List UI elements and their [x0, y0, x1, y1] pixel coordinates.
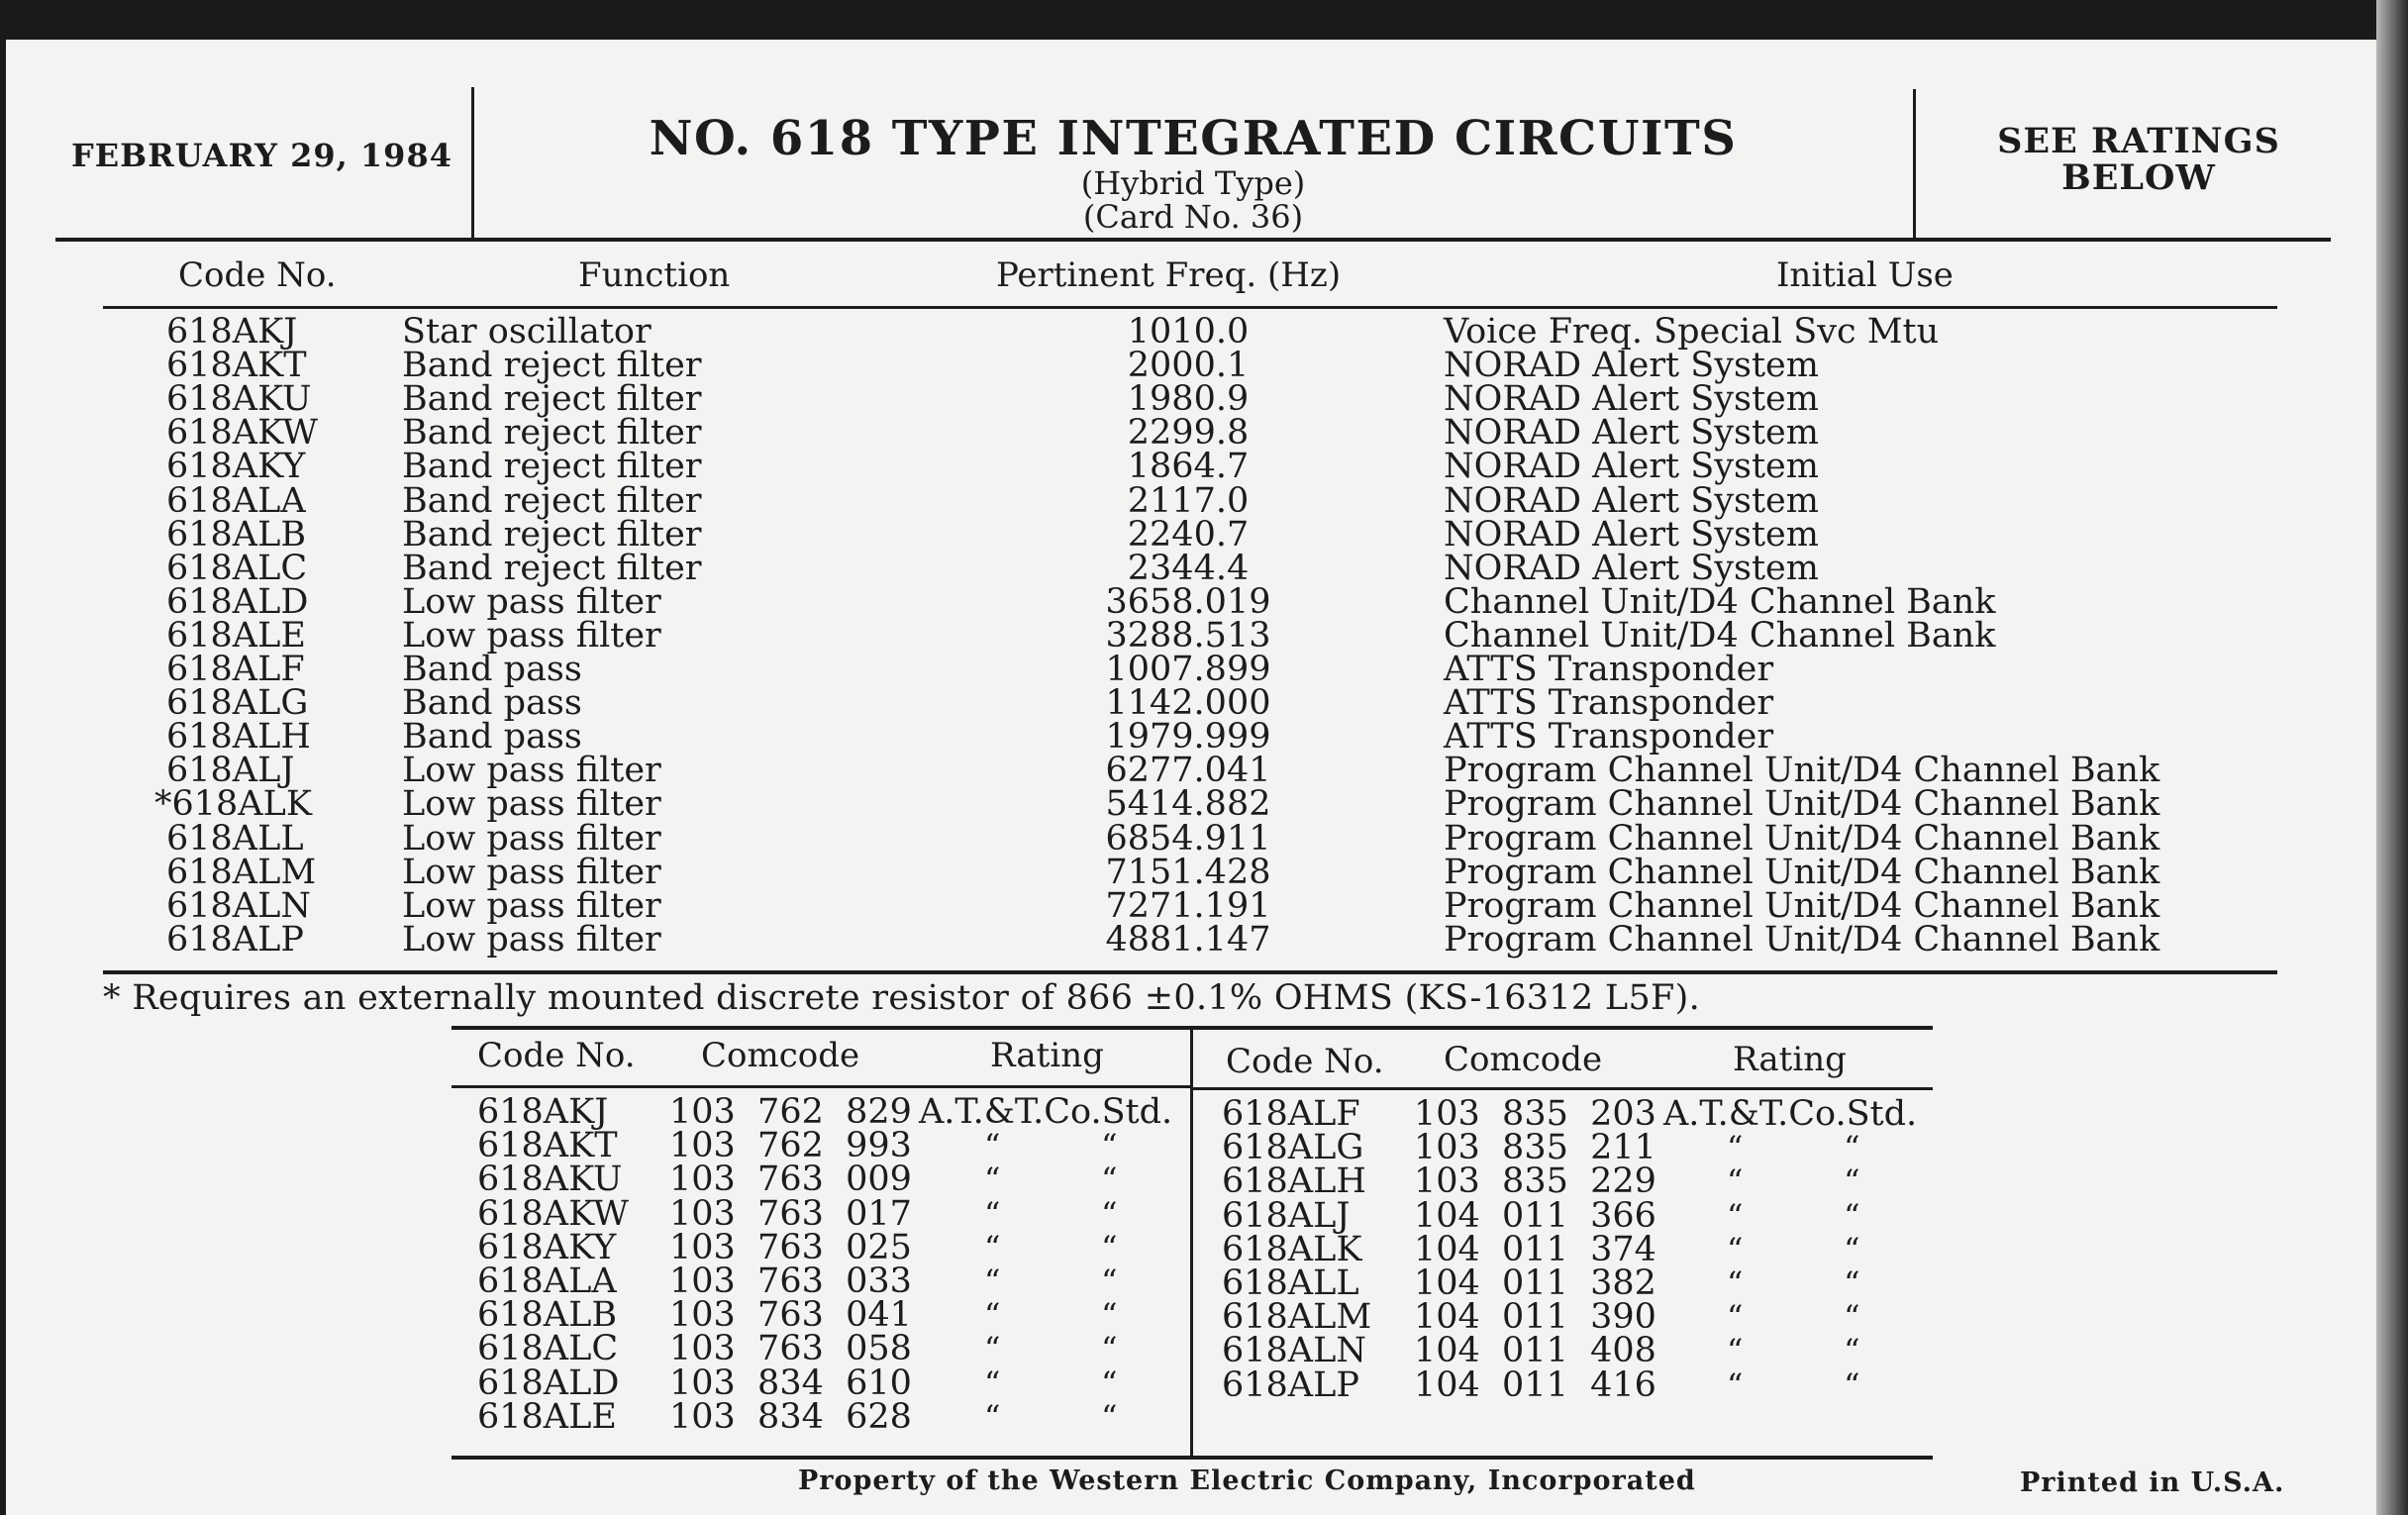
property-notice: Property of the Western Electric Company, Incorporated: [798, 1465, 1696, 1496]
ratings-center-divider: [1190, 1026, 1193, 1460]
rating-comcode: 103 835 211: [1414, 1128, 1656, 1168]
cell-function: Low pass filter: [402, 784, 661, 825]
rating-comcode: 103 762 993: [669, 1126, 912, 1166]
table-bottom-rule: [103, 970, 2277, 974]
rating-comcode: 103 763 041: [669, 1295, 912, 1336]
cell-use: NORAD Alert System: [1444, 379, 1819, 420]
ratings-right-header-code: Code No.: [1226, 1042, 1384, 1081]
cell-use: NORAD Alert System: [1444, 413, 1819, 454]
rating-code: 618AKY: [477, 1227, 617, 1267]
rating-code: 618ALG: [1222, 1128, 1364, 1168]
rating-comcode: 103 834 610: [669, 1363, 912, 1403]
cell-freq: 1142.000: [1105, 683, 1271, 724]
cell-function: Low pass filter: [402, 885, 661, 926]
rating-ditto: “ “: [984, 1262, 1118, 1300]
footnote: * Requires an externally mounted discrete resistor of 866 ±0.1% OHMS (KS-16312 L5F).: [103, 978, 1700, 1018]
rating-ditto: “ “: [984, 1228, 1118, 1266]
rating-comcode: 103 762 829: [669, 1092, 912, 1132]
cell-freq: 6854.911: [1105, 818, 1271, 858]
rating-ditto: “ “: [1727, 1230, 1860, 1268]
header-rule: [55, 238, 2331, 242]
header-divider-right: [1913, 89, 1916, 238]
rating-ditto: “ “: [984, 1194, 1118, 1233]
see-ratings-note: [1921, 123, 2357, 196]
col-header-function: Function: [578, 255, 731, 295]
cell-use: Program Channel Unit/D4 Channel Bank: [1444, 751, 2160, 791]
rating-comcode: 104 011 416: [1414, 1364, 1656, 1405]
cell-use: Channel Unit/D4 Channel Bank: [1444, 581, 1996, 622]
cell-code: 618ALA: [166, 480, 306, 521]
rating-comcode: 104 011 408: [1414, 1331, 1656, 1371]
rating-code: 618AKW: [477, 1193, 629, 1234]
rating-comcode: 103 763 058: [669, 1329, 912, 1369]
rating-ditto: “ “: [1727, 1196, 1860, 1235]
cell-function: Band pass: [402, 683, 582, 724]
scan-edge: [2376, 0, 2408, 1515]
rating-code: 618AKT: [477, 1126, 618, 1166]
cell-use: ATTS Transponder: [1444, 717, 1774, 758]
cell-freq: 2240.7: [1127, 514, 1250, 555]
ratings-right-header-comcode: Comcode: [1444, 1040, 1603, 1079]
ratings-left-header-comcode: Comcode: [701, 1036, 860, 1075]
col-header-code: Code No.: [178, 255, 337, 295]
table-header-rule: [103, 306, 2277, 309]
rating-code: 618ALK: [1222, 1229, 1362, 1269]
rating-ditto: “ “: [984, 1296, 1118, 1335]
cell-freq: 3658.019: [1105, 581, 1271, 622]
cell-function: Band reject filter: [402, 379, 702, 420]
cell-code: 618ALB: [166, 514, 307, 555]
rating-comcode: 103 763 033: [669, 1262, 912, 1301]
cell-use: Channel Unit/D4 Channel Bank: [1444, 615, 1996, 656]
cell-use: Program Channel Unit/D4 Channel Bank: [1444, 852, 2160, 892]
cell-function: Band reject filter: [402, 548, 702, 588]
cell-freq: 7271.191: [1105, 885, 1271, 926]
cell-function: Low pass filter: [402, 581, 661, 622]
rating-comcode: 103 834 628: [669, 1396, 912, 1437]
ratings-left-header-code: Code No.: [477, 1036, 636, 1075]
cell-function: Low pass filter: [402, 919, 661, 960]
rating-ditto: “ “: [984, 1161, 1118, 1199]
rating-code: 618ALA: [477, 1262, 617, 1301]
cell-function: Low pass filter: [402, 852, 661, 892]
col-header-use: Initial Use: [1776, 255, 1954, 295]
rating-ditto: “ “: [1727, 1264, 1860, 1302]
cell-freq: 2000.1: [1127, 346, 1250, 386]
cell-freq: 6277.041: [1105, 751, 1271, 791]
cell-code: 618ALC: [166, 548, 308, 588]
rating-code: 618ALF: [1222, 1094, 1360, 1134]
cell-function: Low pass filter: [402, 751, 661, 791]
cell-code: 618AKU: [166, 379, 312, 420]
rating-comcode: 103 763 025: [669, 1227, 912, 1267]
cell-function: Low pass filter: [402, 615, 661, 656]
cell-function: Band pass: [402, 717, 582, 758]
cell-freq: 2344.4: [1127, 548, 1250, 588]
cell-code: 618ALG: [166, 683, 309, 724]
card-title: NO. 618 TYPE INTEGRATED CIRCUITS: [649, 111, 1738, 166]
cell-code: *618ALK: [154, 784, 312, 825]
rating-comcode: 104 011 374: [1414, 1229, 1656, 1269]
ratings-left-header-rating: Rating: [990, 1036, 1104, 1075]
cell-use: Program Channel Unit/D4 Channel Bank: [1444, 885, 2160, 926]
rating-ditto: “ “: [1727, 1332, 1860, 1370]
cell-code: 618ALE: [166, 615, 306, 656]
cell-function: Band reject filter: [402, 346, 702, 386]
cell-use: Program Channel Unit/D4 Channel Bank: [1444, 919, 2160, 960]
cell-code: 618AKY: [166, 447, 306, 487]
cell-code: 618ALD: [166, 581, 309, 622]
cell-function: Low pass filter: [402, 818, 661, 858]
cell-function: Band pass: [402, 650, 582, 689]
rating-ditto: “ “: [1727, 1298, 1860, 1337]
cell-use: NORAD Alert System: [1444, 447, 1819, 487]
col-header-freq: Pertinent Freq. (Hz): [996, 255, 1342, 295]
cell-use: NORAD Alert System: [1444, 548, 1819, 588]
card-subtitle-number: (Card No. 36): [1082, 198, 1304, 236]
cell-code: 618ALL: [166, 818, 304, 858]
rating-code: 618AKJ: [477, 1092, 609, 1132]
rating-comcode: 104 011 390: [1414, 1297, 1656, 1338]
ratings-right-header-rating: Rating: [1733, 1040, 1847, 1079]
cell-use: Program Channel Unit/D4 Channel Bank: [1444, 818, 2160, 858]
cell-use: Program Channel Unit/D4 Channel Bank: [1444, 784, 2160, 825]
cell-freq: 5414.882: [1105, 784, 1271, 825]
cell-function: Star oscillator: [402, 312, 652, 352]
rating-comcode: 103 763 009: [669, 1160, 912, 1200]
cell-freq: 2117.0: [1127, 480, 1250, 521]
rating-code: 618ALM: [1222, 1297, 1372, 1338]
ratings-bottom-rule: [452, 1456, 1933, 1460]
cell-use: NORAD Alert System: [1444, 346, 1819, 386]
rating-ditto: “ “: [984, 1397, 1118, 1436]
rating-code: 618AKU: [477, 1160, 623, 1200]
cell-code: 618AKT: [166, 346, 307, 386]
cell-code: 618ALJ: [166, 751, 295, 791]
cell-use: Voice Freq. Special Svc Mtu: [1444, 312, 1940, 352]
cell-freq: 1007.899: [1105, 650, 1271, 689]
cell-use: ATTS Transponder: [1444, 650, 1774, 689]
cell-code: 618AKJ: [166, 312, 298, 352]
cell-code: 618ALP: [166, 919, 304, 960]
card-subtitle-type: (Hybrid Type): [1080, 164, 1306, 202]
rating-ditto: “ “: [984, 1330, 1118, 1368]
cell-freq: 1010.0: [1127, 312, 1250, 352]
rating-code: 618ALH: [1222, 1162, 1366, 1202]
rating-value: A.T.&T.Co.Std.: [919, 1092, 1173, 1132]
cell-function: Band reject filter: [402, 413, 702, 454]
rating-code: 618ALP: [1222, 1364, 1359, 1405]
cell-code: 618ALM: [166, 852, 317, 892]
rating-code: 618ALC: [477, 1329, 619, 1369]
rating-ditto: “ “: [984, 1364, 1118, 1402]
cell-freq: 1980.9: [1127, 379, 1250, 420]
cell-use: NORAD Alert System: [1444, 514, 1819, 555]
cell-code: 618AKW: [166, 413, 318, 454]
cell-freq: 7151.428: [1105, 852, 1271, 892]
rating-code: 618ALL: [1222, 1263, 1359, 1303]
see-ratings-line1: SEE RATINGS: [1997, 121, 2280, 161]
cell-function: Band reject filter: [402, 514, 702, 555]
header-divider-left: [471, 87, 474, 238]
rating-comcode: 103 835 229: [1414, 1162, 1656, 1202]
rating-value: A.T.&T.Co.Std.: [1663, 1094, 1918, 1134]
printed-notice: Printed in U.S.A.: [2020, 1467, 2285, 1498]
cell-code: 618ALF: [166, 650, 305, 689]
cell-use: NORAD Alert System: [1444, 480, 1819, 521]
rating-code: 618ALD: [477, 1363, 620, 1403]
rating-comcode: 103 835 203: [1414, 1094, 1656, 1134]
ratings-header-rule-left: [452, 1085, 1190, 1088]
cell-freq: 1864.7: [1127, 447, 1250, 487]
cell-freq: 1979.999: [1105, 717, 1271, 758]
cell-use: ATTS Transponder: [1444, 683, 1774, 724]
cell-code: 618ALH: [166, 717, 311, 758]
cell-code: 618ALN: [166, 885, 311, 926]
rating-ditto: “ “: [1727, 1129, 1860, 1167]
ratings-header-rule-right: [1193, 1087, 1933, 1090]
rating-code: 618ALJ: [1222, 1195, 1351, 1236]
cell-freq: 4881.147: [1105, 919, 1271, 960]
rating-comcode: 103 763 017: [669, 1193, 912, 1234]
cell-function: Band reject filter: [402, 480, 702, 521]
rating-code: 618ALE: [477, 1396, 617, 1437]
rating-ditto: “ “: [984, 1127, 1118, 1165]
rating-code: 618ALB: [477, 1295, 618, 1336]
rating-ditto: “ “: [1727, 1162, 1860, 1201]
see-ratings-line2: BELOW: [2061, 157, 2216, 198]
cell-freq: 3288.513: [1105, 615, 1271, 656]
rating-code: 618ALN: [1222, 1331, 1366, 1371]
rating-comcode: 104 011 366: [1414, 1195, 1656, 1236]
cell-freq: 2299.8: [1127, 413, 1250, 454]
rating-ditto: “ “: [1727, 1365, 1860, 1404]
card-date: FEBRUARY 29, 1984: [71, 137, 452, 174]
cell-function: Band reject filter: [402, 447, 702, 487]
rating-comcode: 104 011 382: [1414, 1263, 1656, 1303]
